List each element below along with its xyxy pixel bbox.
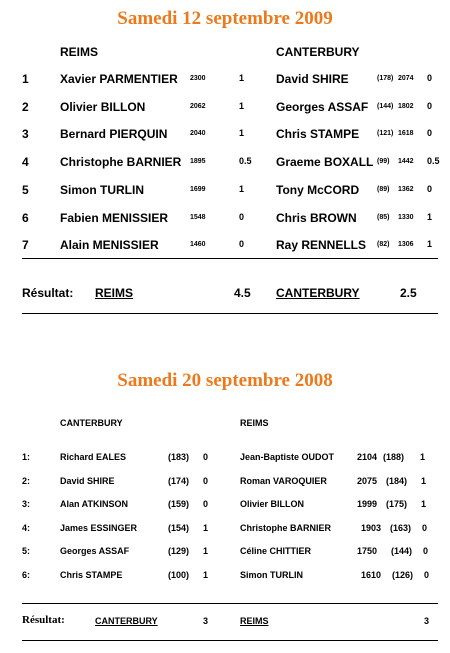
match2-home-score: 0 <box>203 475 209 486</box>
match2-board: 6: <box>22 570 31 580</box>
match1-divider-bottom <box>22 313 438 314</box>
match1-away-rating: 2074 <box>398 75 414 82</box>
match1-title: Samedi 12 septembre 2009 <box>117 8 333 29</box>
match1-away: Chris STAMPE <box>276 127 360 142</box>
match1-away-grade: (82) <box>377 241 390 249</box>
match1-away-score: 0 <box>427 183 433 194</box>
match1-away-score: 0 <box>427 73 433 83</box>
match2-board: 1: <box>22 452 31 462</box>
match1-away-score: 1 <box>427 211 433 222</box>
match1-away: Graeme BOXALL <box>276 155 374 170</box>
match1-away: Tony McCORD <box>276 182 360 197</box>
match2-team-away-header: REIMS <box>240 418 269 428</box>
match2-divider-bottom <box>22 640 438 641</box>
match2-home: Georges ASSAF <box>60 546 130 557</box>
match1-away-rating: 1618 <box>398 130 414 138</box>
match1-home-score: 1 <box>239 100 245 111</box>
match1-team-away-header: CANTERBURY <box>276 45 360 59</box>
match2-home-grade: (100) <box>168 570 190 580</box>
match1-board: 2 <box>22 99 29 114</box>
match1-home-score: 1 <box>239 128 245 139</box>
match1-result-away-team: CANTERBURY <box>276 286 360 300</box>
match2-team-home-header: CANTERBURY <box>60 418 123 428</box>
match2-away-score: 1 <box>421 475 427 486</box>
match2-away-rating: 1750 <box>357 546 378 557</box>
match2-home-grade: (129) <box>168 546 190 557</box>
match2-away: Christophe BARNIER <box>240 522 332 533</box>
match2-away-score: 1 <box>420 452 426 462</box>
match2-home-grade: (154) <box>168 522 190 533</box>
match2-board: 4: <box>22 522 31 533</box>
match2-home: David SHIRE <box>60 475 115 486</box>
match1-away: David SHIRE <box>276 72 349 86</box>
match1-home-score: 1 <box>239 73 245 83</box>
match2-board: 2: <box>22 475 31 486</box>
match1-away-rating: 1362 <box>398 185 414 193</box>
match1-home-rating: 1699 <box>190 185 206 193</box>
match2-away: Roman VAROQUIER <box>240 475 327 486</box>
match2-away-rating: 1610 <box>361 570 382 580</box>
match2-home-grade: (159) <box>168 499 190 510</box>
match2-home-score: 1 <box>203 546 209 557</box>
match2-board: 3: <box>22 499 31 510</box>
match1-home: Christophe BARNIER <box>60 155 182 170</box>
match1-away-grade: (121) <box>377 130 394 138</box>
match1-home-rating: 2300 <box>190 75 206 82</box>
match1-board: 4 <box>22 155 29 170</box>
match2-home-grade: (174) <box>168 475 190 486</box>
match1-home: Xavier PARMENTIER <box>60 72 178 86</box>
match1-divider-top <box>22 258 438 259</box>
match1-board: 5 <box>22 182 29 197</box>
match2-home: Alan ATKINSON <box>60 499 129 510</box>
match2-away-score: 1 <box>421 499 427 510</box>
match1-board: 1 <box>22 72 29 86</box>
match2-result-away-team: REIMS <box>240 616 269 626</box>
match1-home-rating: 1548 <box>190 213 206 221</box>
match1-result-home-score: 4.5 <box>234 286 251 300</box>
match2-home-score: 1 <box>203 522 209 533</box>
match1-away-score: 0.5 <box>427 156 440 167</box>
match1-board: 7 <box>22 238 29 253</box>
match1-home: Simon TURLIN <box>60 182 144 197</box>
match1-away-score: 0 <box>427 128 433 139</box>
match1-result-home-team: REIMS <box>95 286 134 300</box>
match2-away: Jean-Baptiste OUDOT <box>240 452 335 462</box>
match1-away-grade: (89) <box>377 185 390 193</box>
match1-result-label: Résultat: <box>22 286 74 300</box>
match1-away-rating: 1802 <box>398 102 414 110</box>
match1-team-home-header: REIMS <box>60 45 99 59</box>
match2-away-grade: (163) <box>390 522 412 533</box>
match1-home-rating: 1895 <box>190 158 206 166</box>
match2-board: 5: <box>22 546 31 557</box>
match2-home: Richard EALES <box>60 452 127 462</box>
match2-home: James ESSINGER <box>60 522 138 533</box>
match2-result-home-score: 3 <box>203 616 209 626</box>
match1-board: 6 <box>22 210 29 225</box>
match1-home-score: 1 <box>239 183 245 194</box>
match1-home: Fabien MENISSIER <box>60 210 169 225</box>
match1-away-rating: 1330 <box>398 213 414 221</box>
match1-away: Chris BROWN <box>276 210 357 225</box>
match1-home: Alain MENISSIER <box>60 238 159 253</box>
match1-home: Bernard PIERQUIN <box>60 127 168 142</box>
match1-home-score: 0 <box>239 239 245 250</box>
match1-away-grade: (144) <box>377 102 394 110</box>
match1-board: 3 <box>22 127 29 142</box>
match2-title: Samedi 20 septembre 2008 <box>117 370 333 391</box>
match2-result-home-team: CANTERBURY <box>95 616 158 626</box>
match2-away-rating: 2104 <box>357 452 378 462</box>
match1-home: Olivier BILLON <box>60 99 146 114</box>
match2-away: Olivier BILLON <box>240 499 305 510</box>
match1-home-score: 0.5 <box>239 156 252 167</box>
match2-away-grade: (144) <box>391 546 413 557</box>
match2-away-grade: (126) <box>392 570 414 580</box>
match2-home-grade: (183) <box>168 452 190 462</box>
match2-away-score: 0 <box>422 522 428 533</box>
match2-away-grade: (188) <box>383 452 405 462</box>
match2-result-away-score: 3 <box>424 616 430 626</box>
match1-away-score: 1 <box>427 239 433 250</box>
match1-result-away-score: 2.5 <box>400 286 417 300</box>
match1-home-rating: 2040 <box>190 130 206 138</box>
match2-away-grade: (184) <box>386 475 408 486</box>
match2-home-score: 1 <box>203 570 209 580</box>
match2-away: Céline CHITTIER <box>240 546 312 557</box>
match1-away-grade: (178) <box>377 75 394 82</box>
match2-away-grade: (175) <box>386 499 408 510</box>
match1-home-rating: 1460 <box>190 241 206 249</box>
match1-home-rating: 2062 <box>190 102 206 110</box>
match2-away-rating: 1903 <box>361 522 382 533</box>
match2-away-score: 0 <box>424 570 430 580</box>
match1-away-rating: 1442 <box>398 158 414 166</box>
match2-away: Simon TURLIN <box>240 570 303 580</box>
match1-away-rating: 1306 <box>398 241 414 249</box>
match1-away: Ray RENNELLS <box>276 238 367 253</box>
match1-home-score: 0 <box>239 211 245 222</box>
match2-home-score: 0 <box>203 452 209 462</box>
match1-away: Georges ASSAF <box>276 99 369 114</box>
match2-away-score: 0 <box>423 546 429 557</box>
match1-away-score: 0 <box>427 100 433 111</box>
match2-home: Chris STAMPE <box>60 570 123 580</box>
match2-result-label: Résultat: <box>22 614 65 626</box>
match2-away-rating: 1999 <box>357 499 378 510</box>
match1-away-grade: (99) <box>377 158 390 166</box>
match2-away-rating: 2075 <box>357 475 378 486</box>
match2-divider-top <box>22 603 438 604</box>
match1-away-grade: (85) <box>377 213 390 221</box>
match2-home-score: 0 <box>203 499 209 510</box>
